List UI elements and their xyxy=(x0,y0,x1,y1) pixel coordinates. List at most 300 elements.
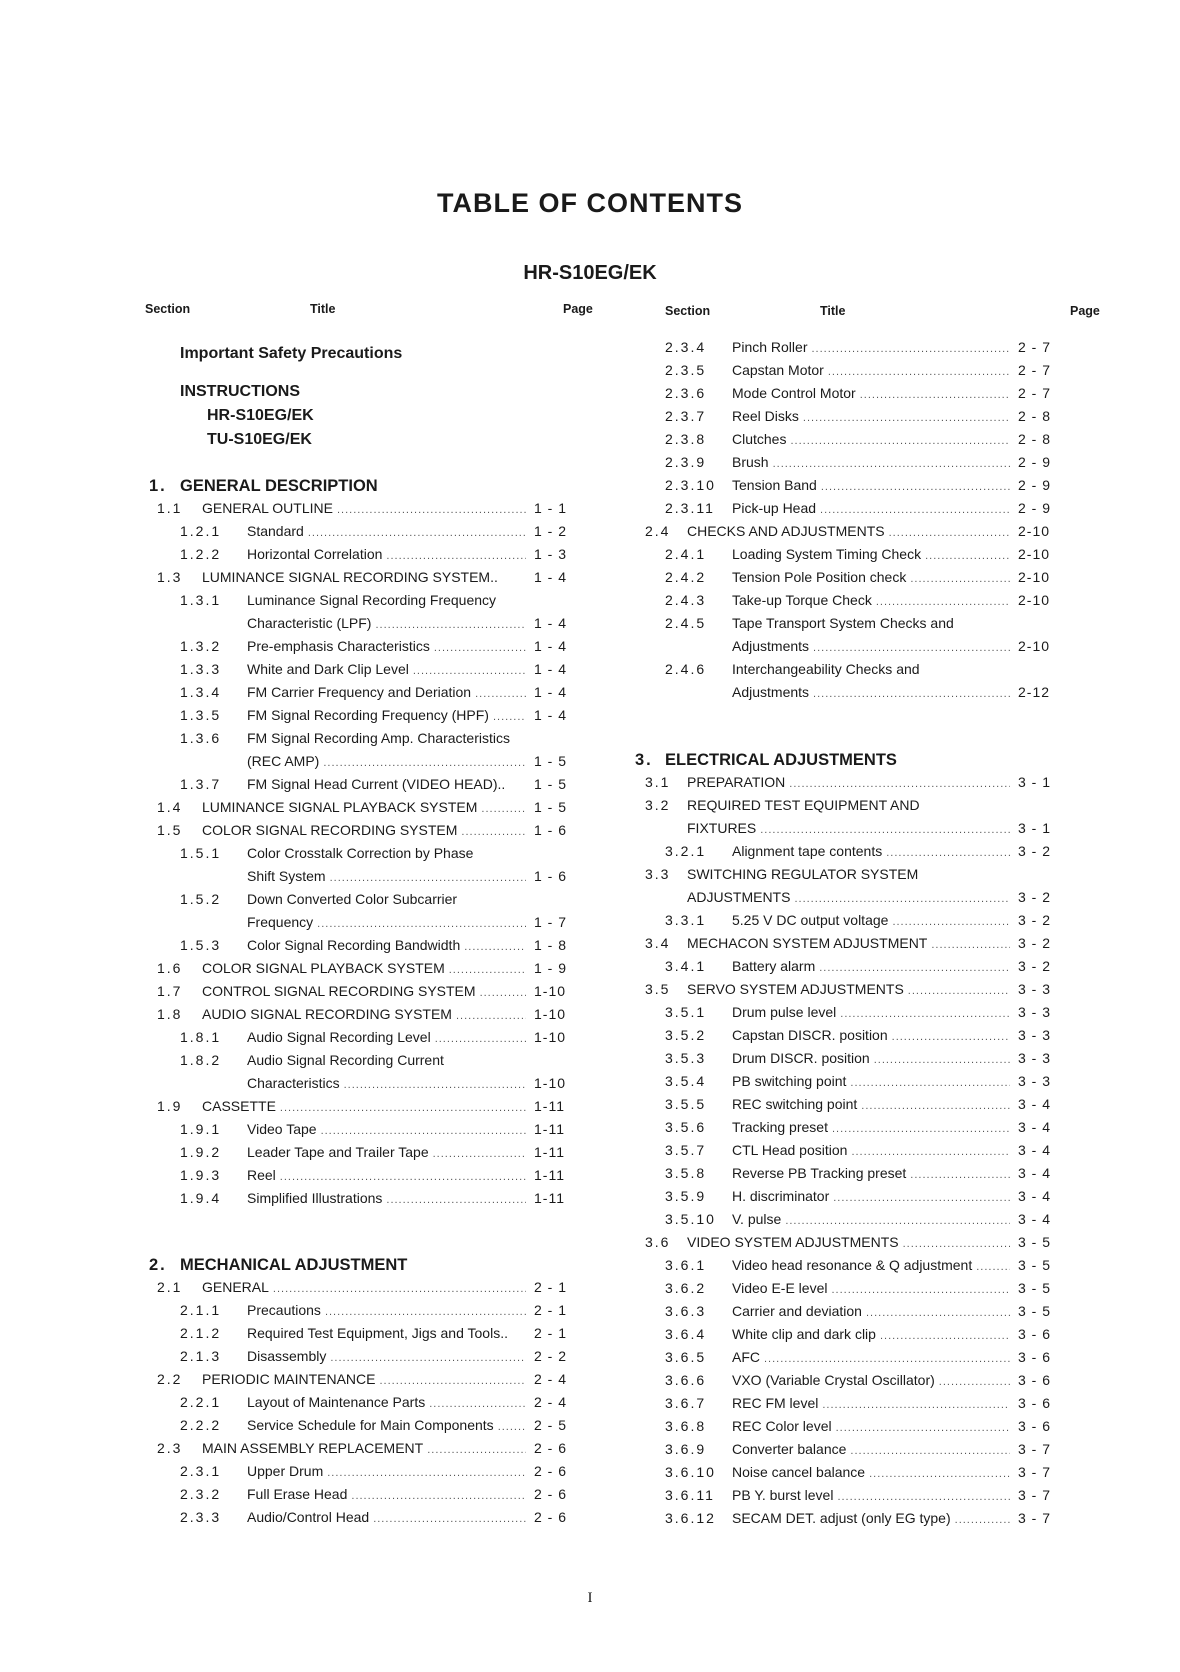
toc-entry xyxy=(145,682,605,705)
toc-entry xyxy=(145,728,605,751)
page-ref: 1-11 xyxy=(534,1167,565,1183)
entry-title-text: GENERAL DESCRIPTION xyxy=(180,477,378,495)
dot-leader xyxy=(427,1440,526,1456)
entry-title xyxy=(732,592,1010,608)
dot-leader xyxy=(435,1029,526,1045)
dot-leader xyxy=(976,1257,1010,1273)
entry-title xyxy=(247,891,526,907)
dot-leader xyxy=(480,983,526,999)
dot-leader xyxy=(892,1027,1010,1043)
entry-title xyxy=(732,362,1010,378)
entry-title-text: Interchangeability Checks and xyxy=(732,661,920,677)
entry-title xyxy=(732,1165,1010,1181)
page-ref: 3 - 4 xyxy=(1018,1188,1052,1204)
section-number: 1.3.5 xyxy=(180,707,222,723)
entry-title xyxy=(687,981,1010,997)
entry-title-text: White clip and dark clip xyxy=(732,1326,876,1342)
section-number: 3.6.4 xyxy=(665,1326,707,1342)
entry-title xyxy=(202,983,526,999)
entry-title-text: Important Safety Precautions xyxy=(180,345,403,362)
page-ref: 2 - 6 xyxy=(534,1463,568,1479)
entry-title-text: Pinch Roller xyxy=(732,339,808,355)
entry-title-text: 5.25 V DC output voltage xyxy=(732,912,889,928)
entry-title-text: ADJUSTMENTS xyxy=(687,889,791,905)
dot-leader xyxy=(939,1372,1010,1388)
toc-entry xyxy=(665,1393,1125,1416)
entry-title xyxy=(247,1167,526,1183)
dot-leader xyxy=(325,1302,526,1318)
entry-title xyxy=(732,684,1010,700)
entry-title-text: SWITCHING REGULATOR SYSTEM xyxy=(687,866,919,882)
page-ref: 3 - 3 xyxy=(1018,1050,1052,1066)
entry-title-text: MECHANICAL ADJUSTMENT xyxy=(180,1256,408,1274)
page-ref: 1 - 8 xyxy=(534,937,568,953)
dot-leader xyxy=(876,592,1010,608)
page-ref: 2 - 8 xyxy=(1018,431,1052,447)
entry-title xyxy=(687,523,1010,539)
dot-leader xyxy=(760,820,1010,836)
entry-title-text: Frequency xyxy=(247,914,314,930)
title-header: Title xyxy=(310,302,336,316)
toc-entry xyxy=(145,343,605,366)
page-ref: 3 - 3 xyxy=(1018,1073,1052,1089)
entry-title xyxy=(247,615,526,631)
toc-entry xyxy=(665,818,1125,841)
section-number: 2.3 xyxy=(157,1440,183,1456)
entry-title xyxy=(687,820,1010,836)
page-ref: 2-10 xyxy=(1018,523,1051,539)
entry-title-text: Tension Pole Position check xyxy=(732,569,907,585)
page-ref: 3 - 5 xyxy=(1018,1234,1052,1250)
page-ref: 1 - 2 xyxy=(534,523,568,539)
page-ref: 1-10 xyxy=(534,1006,567,1022)
entry-title-text: Capstan DISCR. position xyxy=(732,1027,888,1043)
section-number: 1.9.4 xyxy=(180,1190,222,1206)
entry-title xyxy=(247,1075,526,1091)
entry-title-text: LUMINANCE SIGNAL RECORDING SYSTEM.. xyxy=(202,569,498,585)
page-ref: 3 - 4 xyxy=(1018,1096,1052,1112)
page-ref: 3 - 4 xyxy=(1018,1119,1052,1135)
page-ref: 2 - 5 xyxy=(534,1417,568,1433)
dot-leader xyxy=(323,753,526,769)
section-number: 1.9.2 xyxy=(180,1144,222,1160)
toc-entry xyxy=(665,636,1125,659)
column-header xyxy=(665,304,1125,322)
entry-title-text: SECAM DET. adjust (only EG type) xyxy=(732,1510,951,1526)
page-ref: 1 - 7 xyxy=(534,914,568,930)
entry-title-text: Disassembly xyxy=(247,1348,327,1364)
page-ref: 2 - 6 xyxy=(534,1509,568,1525)
toc-entry xyxy=(665,498,1125,521)
section-number: 3.2 xyxy=(645,797,671,813)
entry-title xyxy=(732,569,1010,585)
dot-leader xyxy=(889,523,1010,539)
dot-leader xyxy=(456,1006,526,1022)
toc-entry xyxy=(145,1415,605,1438)
entry-title-text: H. discriminator xyxy=(732,1188,830,1204)
page-ref: 2 - 7 xyxy=(1018,385,1052,401)
page-ref: 3 - 6 xyxy=(1018,1418,1052,1434)
entry-title-text: Tension Band xyxy=(732,477,817,493)
page-number: I xyxy=(587,1590,593,1606)
entry-title xyxy=(247,753,526,769)
section-number: 3.5.4 xyxy=(665,1073,707,1089)
entry-title xyxy=(247,1417,526,1433)
dot-leader xyxy=(273,1279,526,1295)
entry-title xyxy=(247,707,526,723)
dot-leader xyxy=(821,477,1010,493)
toc-entry xyxy=(145,751,605,774)
page-ref: 1 - 4 xyxy=(534,615,568,631)
toc-entry xyxy=(145,1461,605,1484)
entry-title-text: FM Carrier Frequency and Deriation xyxy=(247,684,472,700)
dot-leader xyxy=(820,500,1010,516)
entry-title-text: Drum DISCR. position xyxy=(732,1050,870,1066)
dot-leader xyxy=(860,385,1010,401)
entry-title-text: V. pulse xyxy=(732,1211,782,1227)
entry-title-text: Audio/Control Head xyxy=(247,1509,370,1525)
toc-entry xyxy=(665,659,1125,682)
page-ref: 3 - 2 xyxy=(1018,912,1052,928)
dot-leader xyxy=(874,1050,1010,1066)
dot-leader xyxy=(413,661,526,677)
toc-entry xyxy=(645,933,1125,956)
section-number: 1.4 xyxy=(157,799,183,815)
section-number: 1.5.1 xyxy=(180,845,222,861)
entry-title-text: COLOR SIGNAL RECORDING SYSTEM xyxy=(202,822,458,838)
entry-title xyxy=(687,866,1010,882)
toc-entry xyxy=(665,383,1125,406)
entry-title xyxy=(687,889,1010,905)
entry-title-text: Reverse PB Tracking preset xyxy=(732,1165,907,1181)
entry-title xyxy=(247,1509,526,1525)
entry-title xyxy=(247,1029,526,1045)
entry-title-text: COLOR SIGNAL PLAYBACK SYSTEM xyxy=(202,960,445,976)
dot-leader xyxy=(337,500,526,516)
section-number: 1.3.4 xyxy=(180,684,222,700)
toc-entry xyxy=(635,749,1125,772)
entry-title xyxy=(180,477,526,496)
section-number: 2.1.3 xyxy=(180,1348,222,1364)
page-ref: 1 - 4 xyxy=(534,707,568,723)
toc-entry xyxy=(145,1073,605,1096)
page-ref: 2 - 6 xyxy=(534,1486,568,1502)
dot-leader xyxy=(330,1348,526,1364)
entry-title-text: CTL Head position xyxy=(732,1142,848,1158)
section-number: 3.5.7 xyxy=(665,1142,707,1158)
entry-title xyxy=(732,1004,1010,1020)
entry-title xyxy=(732,1027,1010,1043)
entry-title xyxy=(732,1349,1010,1365)
section-header: Section xyxy=(665,304,711,318)
section-number: 3.5.5 xyxy=(665,1096,707,1112)
entry-title xyxy=(180,1256,526,1275)
page-ref: 2 - 4 xyxy=(534,1371,568,1387)
dot-leader xyxy=(866,1303,1010,1319)
dot-leader xyxy=(955,1510,1010,1526)
entry-title xyxy=(732,912,1010,928)
section-number: 3.6.3 xyxy=(665,1303,707,1319)
toc-entry xyxy=(665,1278,1125,1301)
entry-title xyxy=(247,684,526,700)
entry-title xyxy=(207,407,526,425)
entry-title xyxy=(247,1394,526,1410)
dot-leader xyxy=(386,1190,526,1206)
page-ref: 2 - 7 xyxy=(1018,339,1052,355)
dot-leader xyxy=(819,958,1010,974)
section-number: 1.5 xyxy=(157,822,183,838)
dot-leader xyxy=(832,1119,1010,1135)
entry-title-text: Shift System xyxy=(247,868,326,884)
entry-title-text: Video Tape xyxy=(247,1121,317,1137)
toc-entry xyxy=(645,979,1125,1002)
entry-title-text: Simplified Illustrations xyxy=(247,1190,383,1206)
dot-leader xyxy=(828,362,1010,378)
section-number: 1.3.2 xyxy=(180,638,222,654)
toc-entry xyxy=(145,705,605,728)
page-ref: 3 - 7 xyxy=(1018,1487,1052,1503)
page-ref: 2 - 1 xyxy=(534,1279,568,1295)
dot-leader xyxy=(493,707,526,723)
entry-title-text: Full Erase Head xyxy=(247,1486,348,1502)
entry-title xyxy=(732,477,1010,493)
toc-entry xyxy=(665,1071,1125,1094)
entry-title-text: Brush xyxy=(732,454,769,470)
entry-title xyxy=(732,1073,1010,1089)
dot-leader xyxy=(330,868,526,884)
page-ref: 3 - 7 xyxy=(1018,1510,1052,1526)
entry-title-text: Drum pulse level xyxy=(732,1004,837,1020)
entry-title-text: SERVO SYSTEM ADJUSTMENTS xyxy=(687,981,904,997)
entry-title xyxy=(202,1098,526,1114)
entry-title-text: Pick-up Head xyxy=(732,500,817,516)
page-ref: 3 - 6 xyxy=(1018,1395,1052,1411)
section-number: 3.5.2 xyxy=(665,1027,707,1043)
section-number: 2.3.11 xyxy=(665,500,715,516)
dot-leader xyxy=(833,1188,1010,1204)
entry-title xyxy=(247,546,526,562)
entry-title xyxy=(732,1395,1010,1411)
page-ref: 1 - 4 xyxy=(534,569,568,585)
dot-leader xyxy=(764,1349,1010,1365)
entry-title-text: PB Y. burst level xyxy=(732,1487,834,1503)
toc-entry xyxy=(665,475,1125,498)
entry-title xyxy=(732,1326,1010,1342)
section-number: 3.6 xyxy=(645,1234,671,1250)
section-number: 1.8.1 xyxy=(180,1029,222,1045)
entry-title xyxy=(180,345,526,363)
section-number: 3.5.6 xyxy=(665,1119,707,1135)
entry-title-text: Alignment tape contents xyxy=(732,843,883,859)
section-number: 2.3.1 xyxy=(180,1463,222,1479)
dot-leader xyxy=(386,546,526,562)
entry-title-text: Battery alarm xyxy=(732,958,816,974)
toc-entry xyxy=(145,1369,605,1392)
section-number: 1.3.7 xyxy=(180,776,222,792)
entry-title-text: REC Color level xyxy=(732,1418,832,1434)
toc-entry xyxy=(665,1416,1125,1439)
toc-entry xyxy=(145,1254,605,1277)
toc-entry xyxy=(145,521,605,544)
entry-title xyxy=(202,799,526,815)
page-ref: 3 - 4 xyxy=(1018,1165,1052,1181)
page-ref: 3 - 6 xyxy=(1018,1372,1052,1388)
entry-title-text: Tracking preset xyxy=(732,1119,828,1135)
page-ref: 3 - 6 xyxy=(1018,1349,1052,1365)
entry-title xyxy=(247,1302,526,1318)
toc-entry xyxy=(665,1324,1125,1347)
section-number: 3. xyxy=(635,751,653,769)
section-number: 1.8 xyxy=(157,1006,183,1022)
toc-entry xyxy=(145,935,605,958)
dot-leader xyxy=(813,684,1010,700)
entry-title xyxy=(732,958,1010,974)
entry-title xyxy=(247,914,526,930)
entry-title-text: MAIN ASSEMBLY REPLACEMENT xyxy=(202,1440,424,1456)
toc-entry xyxy=(145,1300,605,1323)
entry-title xyxy=(732,1211,1010,1227)
toc-entry xyxy=(145,1507,605,1530)
page-ref: 2-10 xyxy=(1018,569,1051,585)
page-ref: 1 - 3 xyxy=(534,546,568,562)
entry-title xyxy=(732,1418,1010,1434)
entry-title xyxy=(732,1510,1010,1526)
dot-leader xyxy=(433,1144,526,1160)
toc-entry xyxy=(145,820,605,843)
entry-title-text: FM Signal Recording Amp. Characteristics xyxy=(247,730,510,746)
entry-title xyxy=(247,523,526,539)
section-number: 3.4.1 xyxy=(665,958,707,974)
dot-leader xyxy=(773,454,1010,470)
dot-leader xyxy=(379,1371,526,1387)
entry-title-text: Color Crosstalk Correction by Phase xyxy=(247,845,474,861)
toc-entry xyxy=(665,1347,1125,1370)
page-ref: 2 - 4 xyxy=(534,1394,568,1410)
entry-title-text: Capstan Motor xyxy=(732,362,824,378)
toc-entry xyxy=(665,544,1125,567)
toc-entry xyxy=(665,1048,1125,1071)
entry-title xyxy=(247,1463,526,1479)
toc-entry xyxy=(665,1163,1125,1186)
entry-title-text: VXO (Variable Crystal Oscillator) xyxy=(732,1372,935,1388)
entry-title-text: Loading System Timing Check xyxy=(732,546,922,562)
dot-leader xyxy=(785,1211,1010,1227)
page-ref: 1 - 9 xyxy=(534,960,568,976)
entry-title-text: CONTROL SIGNAL RECORDING SYSTEM xyxy=(202,983,476,999)
section-number: 2.3.5 xyxy=(665,362,707,378)
toc-entry xyxy=(145,1438,605,1461)
toc-entry xyxy=(665,1140,1125,1163)
entry-title xyxy=(665,751,1010,770)
entry-title-text: Reel xyxy=(247,1167,276,1183)
dot-leader xyxy=(931,935,1010,951)
section-number: 2.1.1 xyxy=(180,1302,222,1318)
section-number: 3.3.1 xyxy=(665,912,707,928)
dot-leader xyxy=(280,1167,526,1183)
entry-title-text: Audio Signal Recording Level xyxy=(247,1029,431,1045)
entry-title xyxy=(202,500,526,516)
dot-leader xyxy=(321,1121,526,1137)
toc-entry xyxy=(645,1232,1125,1255)
toc-entry xyxy=(145,405,605,428)
section-number: 2.4.6 xyxy=(665,661,707,677)
entry-title-text: Reel Disks xyxy=(732,408,799,424)
section-number: 2. xyxy=(149,1256,167,1274)
page-ref: 3 - 5 xyxy=(1018,1303,1052,1319)
page-ref: 3 - 2 xyxy=(1018,843,1052,859)
entry-title-text: FM Signal Head Current (VIDEO HEAD).. xyxy=(247,776,506,792)
page-ref: 1 - 1 xyxy=(534,500,568,516)
section-number: 2.3.3 xyxy=(180,1509,222,1525)
page-ref: 1 - 6 xyxy=(534,868,568,884)
dot-leader xyxy=(790,431,1010,447)
dot-leader xyxy=(327,1463,526,1479)
dot-leader xyxy=(836,1418,1010,1434)
toc-entry xyxy=(665,406,1125,429)
entry-title-text: PB switching point xyxy=(732,1073,847,1089)
section-number: 3.5.9 xyxy=(665,1188,707,1204)
entry-title-text: Layout of Maintenance Parts xyxy=(247,1394,426,1410)
entry-title xyxy=(732,1441,1010,1457)
page-ref: 2 - 7 xyxy=(1018,362,1052,378)
toc-entry xyxy=(645,795,1125,818)
page-ref: 2 - 8 xyxy=(1018,408,1052,424)
section-number: 1.5.3 xyxy=(180,937,222,953)
section-number: 1.9.3 xyxy=(180,1167,222,1183)
dot-leader xyxy=(351,1486,526,1502)
toc-entry xyxy=(665,613,1125,636)
entry-title-text: CHECKS AND ADJUSTMENTS xyxy=(687,523,885,539)
entry-title xyxy=(732,408,1010,424)
section-number: 1.5.2 xyxy=(180,891,222,907)
toc-entry xyxy=(665,887,1125,910)
section-number: 3.6.6 xyxy=(665,1372,707,1388)
page-ref: 2 - 9 xyxy=(1018,500,1052,516)
dot-leader xyxy=(475,684,526,700)
toc-entry xyxy=(665,1094,1125,1117)
toc-entry xyxy=(665,1439,1125,1462)
page-ref: 3 - 7 xyxy=(1018,1464,1052,1480)
entry-title-text: Converter balance xyxy=(732,1441,847,1457)
entry-title xyxy=(732,339,1010,355)
entry-title-text: PREPARATION xyxy=(687,774,786,790)
entry-title-text: REQUIRED TEST EQUIPMENT AND xyxy=(687,797,920,813)
toc-entry xyxy=(665,1485,1125,1508)
page-ref: 3 - 1 xyxy=(1018,820,1052,836)
dot-leader xyxy=(794,889,1010,905)
entry-title xyxy=(202,1371,526,1387)
dot-leader xyxy=(280,1098,526,1114)
section-number: 3.6.10 xyxy=(665,1464,716,1480)
dot-leader xyxy=(481,799,526,815)
page-ref: 1-10 xyxy=(534,1029,567,1045)
entry-title-text: Characteristics xyxy=(247,1075,340,1091)
toc-entry xyxy=(145,429,605,452)
entry-title xyxy=(732,1142,1010,1158)
entry-title xyxy=(732,843,1010,859)
entry-title-text: White and Dark Clip Level xyxy=(247,661,409,677)
dot-leader xyxy=(831,1280,1010,1296)
section-number: 1.7 xyxy=(157,983,183,999)
entry-title-text: FM Signal Recording Frequency (HPF) xyxy=(247,707,489,723)
entry-title-text: Color Signal Recording Bandwidth xyxy=(247,937,461,953)
toc-entry xyxy=(665,452,1125,475)
toc-entry xyxy=(145,889,605,912)
toc-entry xyxy=(665,1186,1125,1209)
section-number: 3.6.9 xyxy=(665,1441,707,1457)
toc-entry xyxy=(145,475,605,498)
entry-title xyxy=(207,431,526,449)
